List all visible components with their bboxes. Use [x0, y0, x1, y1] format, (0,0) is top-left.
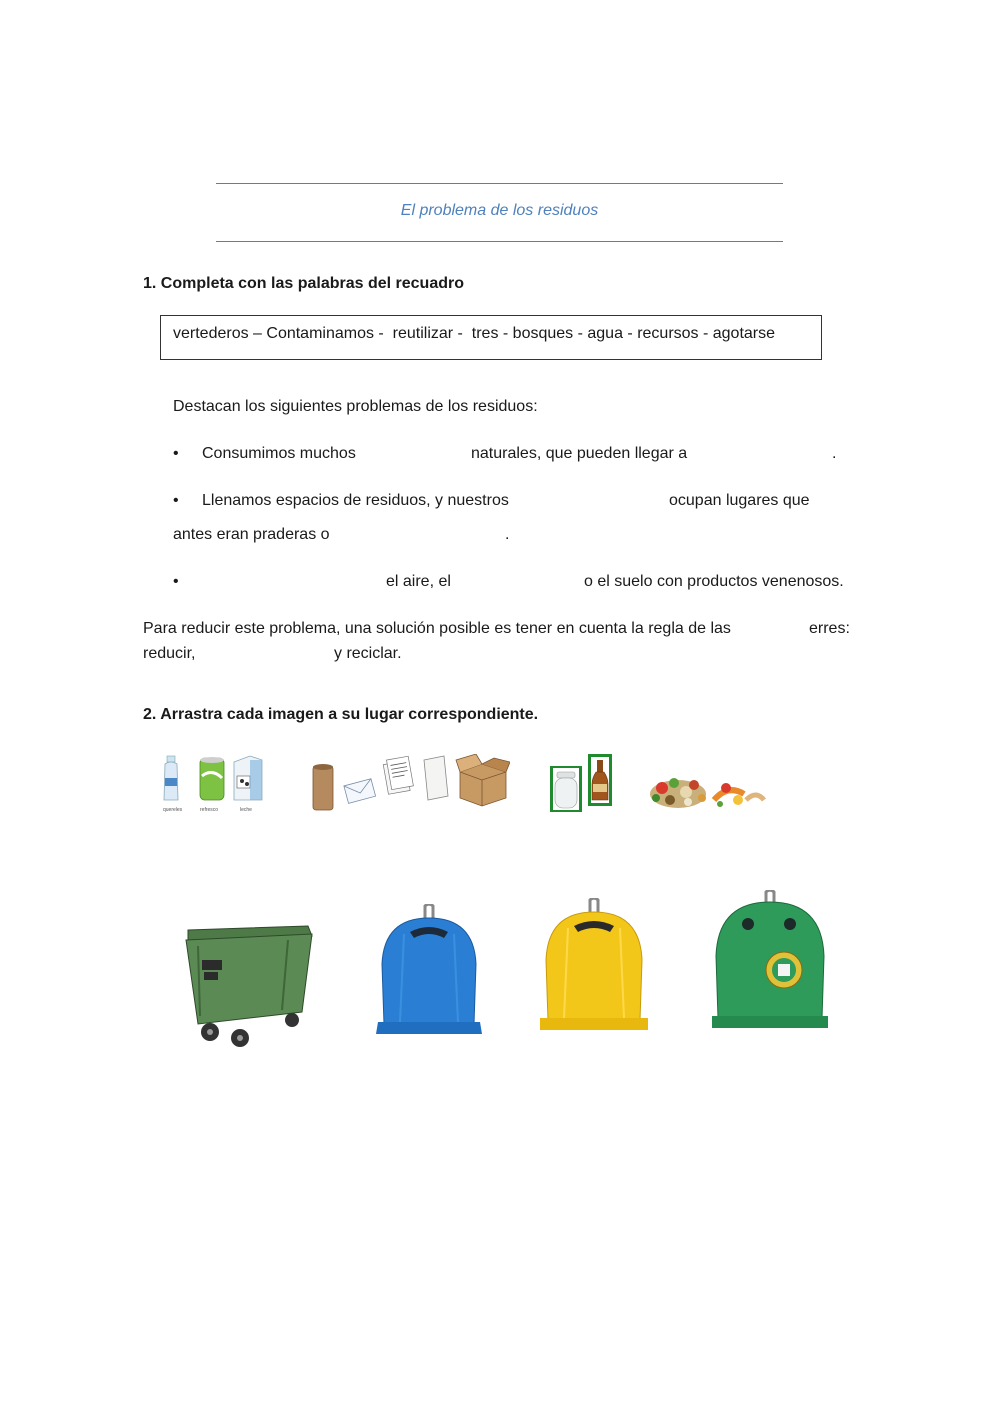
blank-tres[interactable] — [763, 618, 809, 642]
organic-bin[interactable] — [180, 912, 320, 1047]
blank-reutilizar[interactable] — [205, 643, 334, 667]
title-top-rule — [216, 183, 783, 184]
glass-bin[interactable] — [710, 890, 830, 1036]
paragraph-text-3: reducir, — [143, 645, 196, 662]
title-bottom-rule — [216, 241, 783, 242]
plastic-label-3: leche — [240, 807, 252, 813]
b3-text-2: o el suelo con productos venenosos. — [584, 573, 844, 590]
bullet-3: • — [173, 573, 179, 590]
b2-text-3: antes eran praderas o — [173, 526, 330, 543]
blank-contaminamos[interactable] — [202, 571, 386, 595]
blank-agotarse[interactable] — [702, 443, 837, 467]
bullet-2: • — [173, 492, 179, 509]
plastic-label-1: quereles — [163, 807, 183, 813]
blank-bosques[interactable] — [341, 524, 510, 548]
b2-text-1: Llenamos espacios de residuos, y nuestros — [202, 492, 509, 509]
plastic-containers-image[interactable] — [162, 754, 268, 814]
page-title: El problema de los residuos — [400, 202, 599, 219]
b1-text-1: Consumimos muchos — [202, 445, 356, 462]
glass-containers-image[interactable] — [548, 754, 614, 812]
blank-agua[interactable] — [459, 571, 583, 595]
intro-text: Destacan los siguientes problemas de los residuos: — [173, 398, 538, 415]
paragraph-text-4: y reciclar. — [334, 645, 402, 662]
organic-waste-image[interactable] — [648, 770, 766, 812]
b1-text-3: . — [832, 445, 837, 462]
b2-text-2: ocupan lugares que — [669, 492, 810, 509]
blank-vertederos[interactable] — [523, 490, 669, 514]
plastic-label-2: refresco — [200, 807, 219, 813]
paragraph-text-2: erres: — [809, 620, 850, 637]
plastic-bin[interactable] — [538, 898, 650, 1038]
blank-recursos[interactable] — [364, 443, 472, 467]
word-box: vertederos – Contaminamos - reutilizar - tres - bosques - agua - recursos - agotarse — [160, 315, 822, 360]
paper-cardboard-image[interactable] — [310, 754, 510, 812]
exercise1-heading: 1. Completa con las palabras del recuadro — [143, 275, 464, 292]
paragraph-text-1: Para reducir este problema, una solución posible es tener en cuenta la regla de las — [143, 620, 731, 637]
b2-text-4: . — [505, 526, 510, 543]
exercise2-heading: 2. Arrastra cada imagen a su lugar correspondiente. — [143, 706, 539, 723]
bullet-1: • — [173, 445, 179, 462]
paper-bin[interactable] — [374, 904, 484, 1040]
b1-text-2: naturales, que pueden llegar a — [471, 445, 688, 462]
b3-text-1: el aire, el — [386, 573, 451, 590]
